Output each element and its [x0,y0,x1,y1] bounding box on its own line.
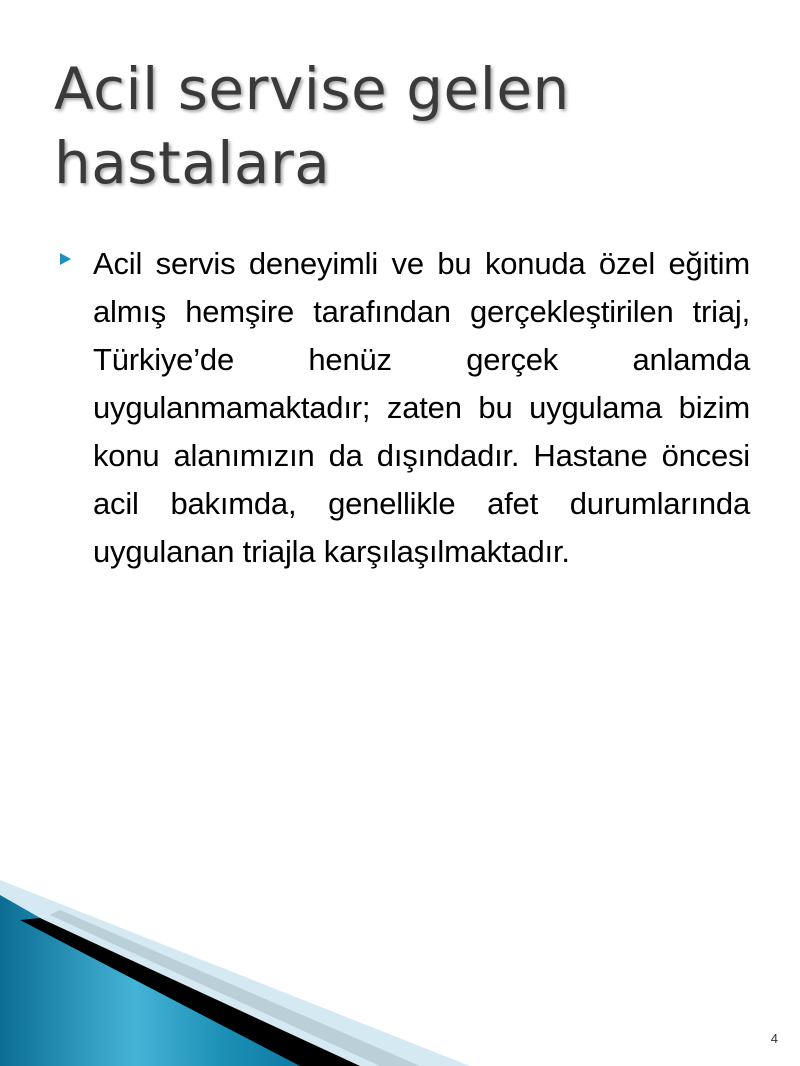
page-number: 4 [770,1031,778,1046]
slide-title: Acil servise gelen hastalara [54,55,570,197]
teal-band [0,895,300,1066]
bullet-item [60,240,750,576]
black-stripe [20,918,360,1066]
triangle-bullet-icon [60,253,71,265]
gray-stripe [50,910,420,1066]
bullet-text: Acil servis deneyimli ve bu konuda özel eğitim almış hemşire tarafından gerçekleştirilen triaj, Türkiye’de henüz gerçek anlamda uygulanmamaktadır; zaten bu uygulama bizim konu alanımızın da dışındadır. Hastane öncesi acil bakımda, genellikle afet durumlarında uygulanan triajla karşılaşılmaktadır. [93,246,750,569]
light-blue-band [0,880,470,1066]
